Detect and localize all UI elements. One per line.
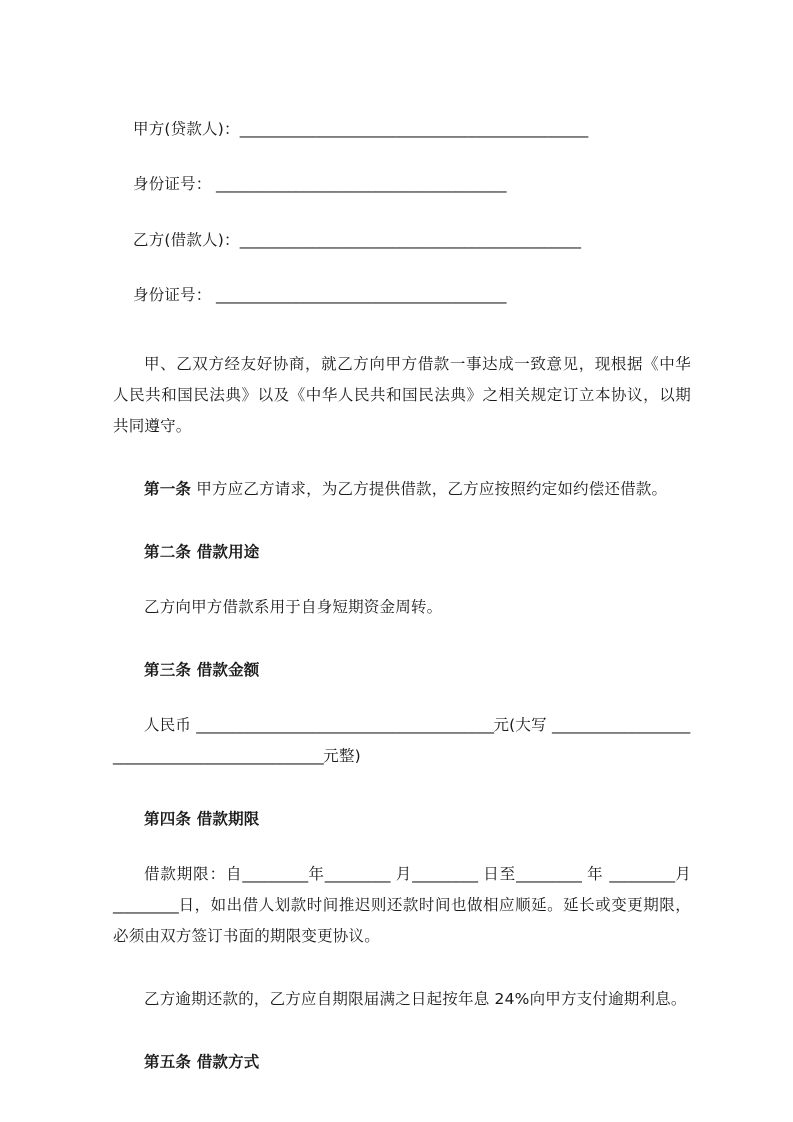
party-b-id-label: 身份证号： — [133, 285, 212, 304]
term-blank-day-start[interactable]: _________ — [412, 865, 478, 883]
party-a-lender-label: 甲方(贷款人)： — [133, 120, 240, 138]
term-prefix-label: 借款期限：自 — [144, 865, 243, 883]
term-blank-month-start[interactable]: _________ — [324, 865, 390, 883]
term-month-label: 月 — [389, 865, 413, 883]
clause-four-term-line — [113, 859, 691, 952]
party-a-id-field — [113, 173, 691, 196]
term-year-end-label: 年 — [581, 865, 610, 883]
clause-two-body: 乙方向甲方借款系用于自身短期资金周转。 — [144, 598, 443, 616]
term-tail-text: ，如出借人划款时间推迟则还款时间也做相应顺延。延长或变更期限，必须由双方签订书面的期限变更协议。 — [113, 896, 692, 945]
spacer — [113, 582, 691, 592]
spacer — [113, 1029, 691, 1047]
clause-one — [113, 474, 691, 505]
clause-five-heading: 第五条 借款方式 — [144, 1053, 260, 1071]
party-a-id-label: 身份证号： — [133, 175, 212, 194]
term-blank-year-start[interactable]: _________ — [242, 865, 308, 883]
term-month-end-label: 月 — [674, 865, 692, 883]
clause-two-heading: 第二条 借款用途 — [144, 543, 260, 561]
amount-suffix-label: 元整) — [323, 747, 361, 765]
spacer — [113, 786, 691, 804]
party-b-id-field — [113, 284, 691, 307]
amount-blank-numeric[interactable]: _________________________________________ — [196, 716, 494, 734]
spacer — [113, 456, 691, 474]
amount-unit-label: 元(大写 — [493, 716, 552, 734]
party-a-lender-blank[interactable]: ________________________________________________ — [239, 120, 588, 138]
term-blank-month-end[interactable]: _________ — [609, 865, 675, 883]
clause-three-heading: 第三条 借款金额 — [144, 661, 260, 679]
term-blank-day-end[interactable]: _________ — [113, 896, 179, 914]
term-year-label: 年 — [307, 865, 325, 883]
spacer — [113, 339, 691, 349]
clause-four-overdue-interest: 乙方逾期还款的，乙方应自期限届满之日起按年息 24%向甲方支付逾期利息。 — [144, 990, 687, 1008]
spacer — [113, 700, 691, 710]
preamble-paragraph: 甲、乙双方经友好协商，就乙方向甲方借款一事达成一致意见，现根据《中华人民共和国民法典》以及《中华人民共和国民法典》之相关规定订立本协议，以期共同遵守。 — [113, 355, 691, 435]
term-day-to-label: 日至 — [477, 865, 517, 883]
term-blank-year-end[interactable]: _________ — [516, 865, 582, 883]
clause-four-heading: 第四条 借款期限 — [144, 810, 260, 828]
party-a-lender-field — [113, 118, 691, 141]
party-a-id-blank[interactable]: ________________________________________ — [211, 175, 506, 194]
spacer — [113, 637, 691, 655]
spacer — [113, 519, 691, 537]
spacer — [113, 849, 691, 859]
spacer — [113, 966, 691, 984]
term-day-end-label: 日 — [178, 896, 195, 914]
clause-one-label: 第一条 — [144, 480, 192, 498]
party-b-borrower-field — [113, 229, 691, 252]
amount-prefix-label: 人民币 — [144, 716, 197, 734]
party-b-borrower-blank[interactable]: _______________________________________________ — [239, 230, 581, 249]
amount-blank-written[interactable]: ________________________________________________ — [113, 716, 690, 765]
party-b-id-blank[interactable]: ________________________________________ — [211, 285, 506, 304]
clause-three-amount-line — [113, 710, 691, 772]
clause-one-text: 甲方应乙方请求，为乙方提供借款，乙方应按照约定如约偿还借款。 — [191, 480, 668, 498]
party-b-borrower-label: 乙方(借款人)： — [133, 230, 240, 249]
document-content — [113, 118, 691, 1092]
